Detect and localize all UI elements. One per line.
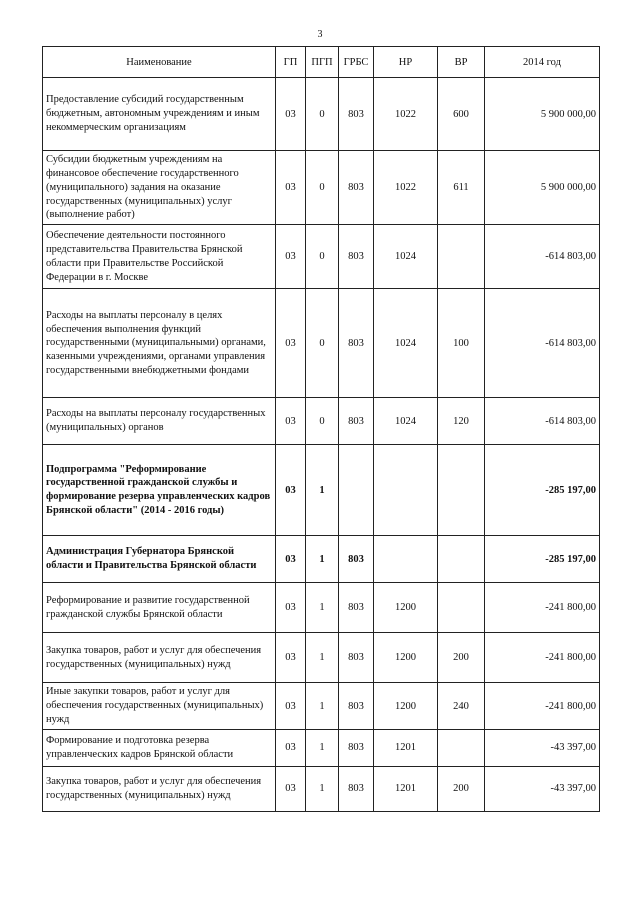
row-gp: 03	[276, 151, 306, 225]
row-pgp: 0	[306, 225, 339, 289]
row-gp: 03	[276, 583, 306, 633]
row-vr	[438, 445, 485, 536]
row-pgp: 0	[306, 289, 339, 398]
row-grbs: 803	[339, 729, 374, 766]
row-amount: -43 397,00	[485, 729, 600, 766]
row-name: Закупка товаров, работ и услуг для обеспечения государственных (муниципальных) нужд	[43, 633, 276, 683]
row-nr: 1024	[374, 225, 438, 289]
header-year: 2014 год	[485, 47, 600, 78]
row-amount: -285 197,00	[485, 536, 600, 583]
row-grbs: 803	[339, 536, 374, 583]
row-vr: 100	[438, 289, 485, 398]
row-pgp: 1	[306, 445, 339, 536]
table-header-row	[43, 47, 600, 78]
row-grbs: 803	[339, 225, 374, 289]
row-name: Иные закупки товаров, работ и услуг для обеспечения государственных (муниципальных) нужд	[43, 683, 276, 730]
row-grbs: 803	[339, 398, 374, 445]
row-nr: 1201	[374, 729, 438, 766]
row-vr: 200	[438, 766, 485, 811]
row-gp: 03	[276, 766, 306, 811]
row-name: Закупка товаров, работ и услуг для обеспечения государственных (муниципальных) нужд	[43, 766, 276, 811]
row-pgp: 1	[306, 729, 339, 766]
row-name: Формирование и подготовка резерва управленческих кадров Брянской области	[43, 729, 276, 766]
table-row	[43, 583, 600, 633]
row-pgp: 1	[306, 683, 339, 730]
row-nr	[374, 536, 438, 583]
row-amount: -614 803,00	[485, 225, 600, 289]
row-nr: 1022	[374, 78, 438, 151]
row-gp: 03	[276, 225, 306, 289]
row-grbs	[339, 445, 374, 536]
row-amount: -43 397,00	[485, 766, 600, 811]
row-vr	[438, 729, 485, 766]
row-name: Расходы на выплаты персоналу государственных (муниципальных) органов	[43, 398, 276, 445]
row-nr: 1200	[374, 583, 438, 633]
row-vr: 200	[438, 633, 485, 683]
row-vr: 240	[438, 683, 485, 730]
row-pgp: 1	[306, 583, 339, 633]
row-gp: 03	[276, 445, 306, 536]
row-grbs: 803	[339, 683, 374, 730]
row-vr	[438, 225, 485, 289]
row-amount: -241 800,00	[485, 583, 600, 633]
row-grbs: 803	[339, 633, 374, 683]
budget-table	[42, 46, 600, 812]
row-grbs: 803	[339, 289, 374, 398]
row-pgp: 0	[306, 78, 339, 151]
row-nr: 1200	[374, 683, 438, 730]
table-row	[43, 225, 600, 289]
row-grbs: 803	[339, 766, 374, 811]
table-row	[43, 683, 600, 730]
row-gp: 03	[276, 78, 306, 151]
table-row	[43, 729, 600, 766]
row-gp: 03	[276, 683, 306, 730]
header-pgp: ПГП	[306, 47, 339, 78]
row-pgp: 0	[306, 398, 339, 445]
header-grbs: ГРБС	[339, 47, 374, 78]
row-name: Субсидии бюджетным учреждениям на финансовое обеспечение государственного (муниципального) задания на оказание государственных (муниципальных) услуг (выполнение работ)	[43, 151, 276, 225]
row-nr: 1022	[374, 151, 438, 225]
row-amount: 5 900 000,00	[485, 151, 600, 225]
row-vr: 611	[438, 151, 485, 225]
row-gp: 03	[276, 536, 306, 583]
row-gp: 03	[276, 289, 306, 398]
row-amount: -241 800,00	[485, 683, 600, 730]
table-row	[43, 633, 600, 683]
row-grbs: 803	[339, 78, 374, 151]
row-amount: -285 197,00	[485, 445, 600, 536]
row-name: Обеспечение деятельности постоянного представительства Правительства Брянской области при Правительстве Российской Федерации в г. Москве	[43, 225, 276, 289]
row-gp: 03	[276, 633, 306, 683]
row-gp: 03	[276, 398, 306, 445]
table-row	[43, 536, 600, 583]
row-nr	[374, 445, 438, 536]
row-amount: -614 803,00	[485, 289, 600, 398]
header-vr: ВР	[438, 47, 485, 78]
row-name: Расходы на выплаты персоналу в целях обеспечения выполнения функций государственными (муниципальными) органами, казенными учреждениями, органами управления государственными внебюджетными фондами	[43, 289, 276, 398]
row-nr: 1024	[374, 289, 438, 398]
table-row	[43, 151, 600, 225]
header-name: Наименование	[43, 47, 276, 78]
row-amount: -241 800,00	[485, 633, 600, 683]
row-vr	[438, 583, 485, 633]
table-row	[43, 398, 600, 445]
row-pgp: 1	[306, 633, 339, 683]
table-row	[43, 766, 600, 811]
row-vr: 120	[438, 398, 485, 445]
row-pgp: 0	[306, 151, 339, 225]
page-number: 3	[317, 29, 323, 40]
row-gp: 03	[276, 729, 306, 766]
row-name: Реформирование и развитие государственной гражданской службы Брянской области	[43, 583, 276, 633]
row-grbs: 803	[339, 151, 374, 225]
table-row	[43, 445, 600, 536]
row-nr: 1024	[374, 398, 438, 445]
table-row	[43, 78, 600, 151]
row-grbs: 803	[339, 583, 374, 633]
header-gp: ГП	[276, 47, 306, 78]
row-name: Предоставление субсидий государственным бюджетным, автономным учреждениям и иным некоммерческим организациям	[43, 78, 276, 151]
row-nr: 1201	[374, 766, 438, 811]
row-pgp: 1	[306, 766, 339, 811]
table-row	[43, 289, 600, 398]
row-amount: 5 900 000,00	[485, 78, 600, 151]
row-amount: -614 803,00	[485, 398, 600, 445]
row-name: Подпрограмма "Реформирование государственной гражданской службы и формирование резерва управленческих кадров Брянской области" (2014 - 2016 годы)	[43, 445, 276, 536]
row-name: Администрация Губернатора Брянской области и Правительства Брянской области	[43, 536, 276, 583]
row-vr: 600	[438, 78, 485, 151]
row-pgp: 1	[306, 536, 339, 583]
header-nr: НР	[374, 47, 438, 78]
row-vr	[438, 536, 485, 583]
row-nr: 1200	[374, 633, 438, 683]
